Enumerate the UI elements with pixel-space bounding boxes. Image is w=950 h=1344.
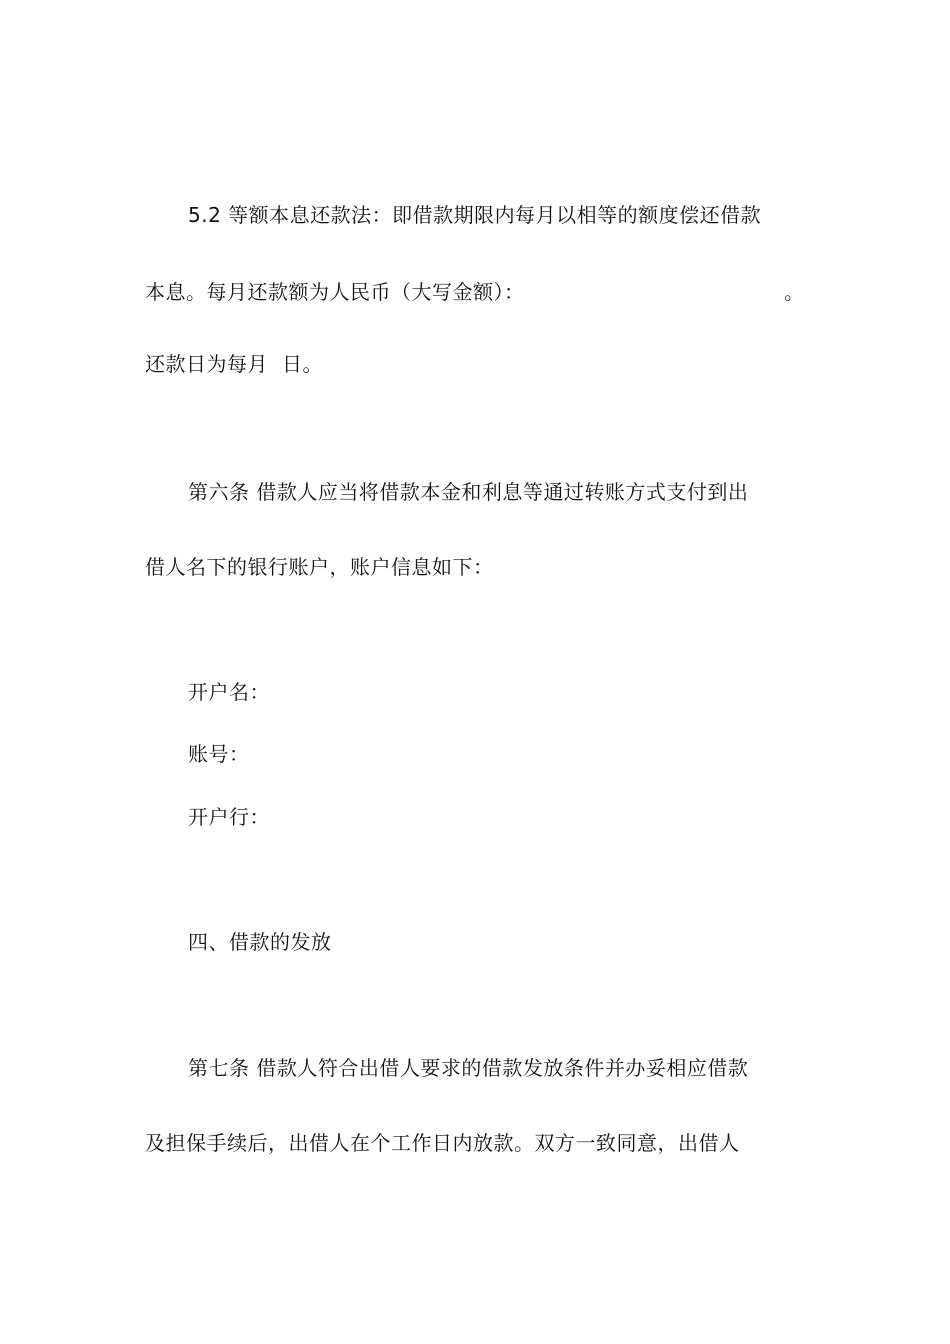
article-6-line-2: 借人名下的银行账户，账户信息如下： <box>145 555 494 579</box>
section-4-heading: 四、借款的发放 <box>188 930 332 954</box>
repayment-day-prefix: 还款日为每月 <box>145 352 268 376</box>
paragraph-5-2-line-3 <box>145 352 323 376</box>
article-6-line-1: 第六条 借款人应当将借款本金和利息等通过转账方式支付到出 <box>188 480 749 504</box>
account-bank-label: 开户行： <box>188 805 270 829</box>
paragraph-5-2-line-2-end: 。 <box>784 280 804 304</box>
article-7-line-1: 第七条 借款人符合出借人要求的借款发放条件并办妥相应借款 <box>188 1056 749 1080</box>
repayment-day-suffix: 日。 <box>282 352 323 376</box>
paragraph-5-2-line-1: 5.2 等额本息还款法：即借款期限内每月以相等的额度偿还借款 <box>188 203 762 227</box>
article-7-line-2: 及担保手续后，出借人在个工作日内放款。双方一致同意，出借人 <box>145 1131 740 1155</box>
account-name-label: 开户名： <box>188 680 270 704</box>
paragraph-5-2-line-2: 本息。每月还款额为人民币（大写金额）： <box>145 280 525 304</box>
account-number-label: 账号： <box>188 742 250 766</box>
